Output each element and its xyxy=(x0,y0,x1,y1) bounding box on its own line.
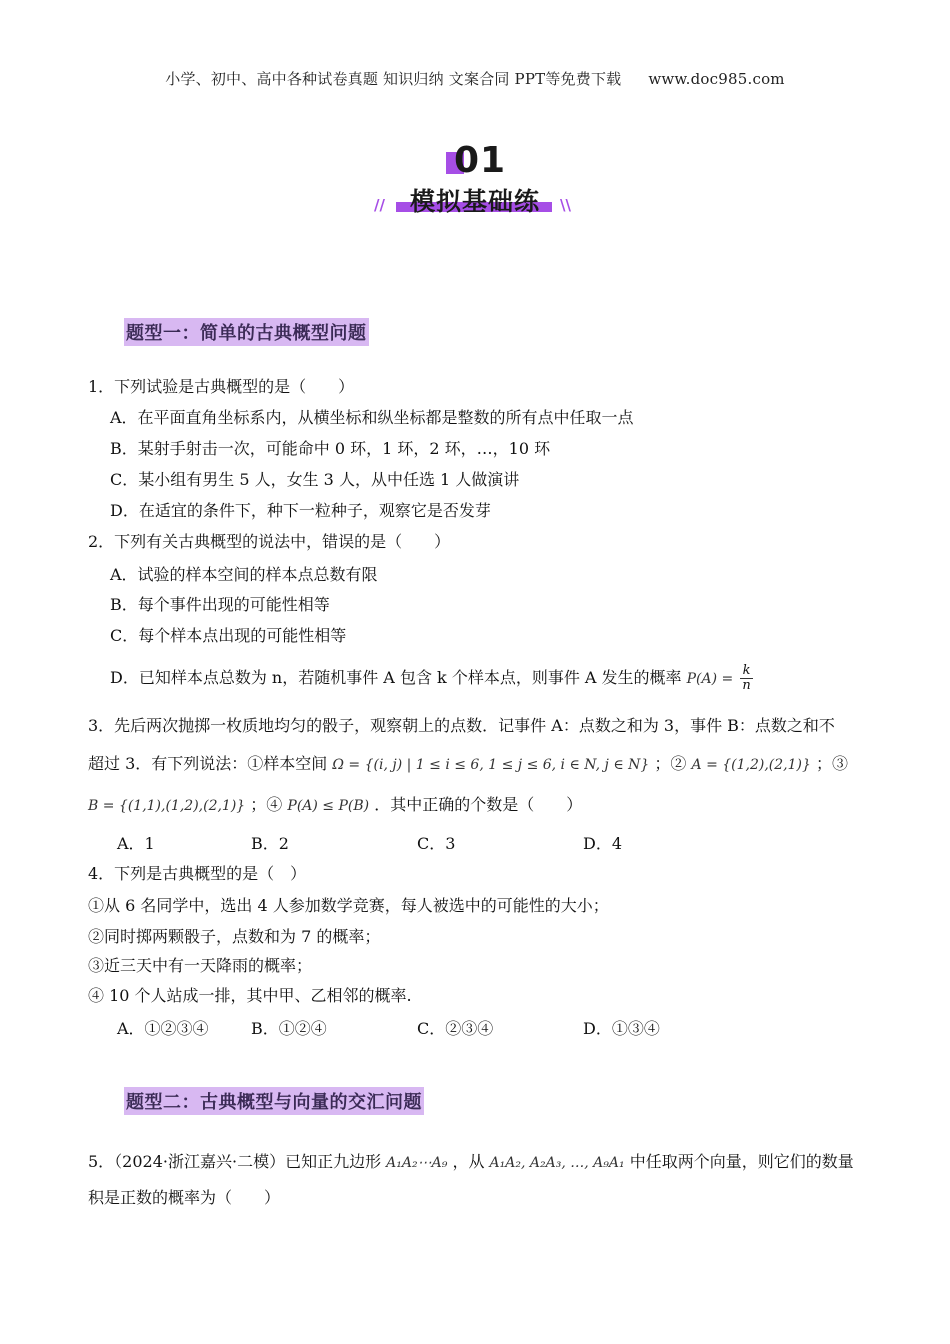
q3-text: ．其中正确的个数是（ ） xyxy=(374,795,583,814)
q3-line-1: 3．先后两次抛掷一枚质地均匀的骰子，观察朝上的点数．记事件 A：点数之和为 3，事件 B：点数之和不 xyxy=(88,716,835,735)
q3-inequality: P(A) ≤ P(B) xyxy=(287,798,370,814)
q2-stem: 2．下列有关古典概型的说法中，错误的是（ ） xyxy=(88,532,451,551)
section-badge xyxy=(374,140,574,220)
q3-line-2 xyxy=(88,754,848,775)
q5-text: 5．（2024·浙江嘉兴·二模）已知正九边形 xyxy=(88,1152,382,1171)
q2-probability-formula: P(A) = xyxy=(686,671,734,687)
q2-option-c: C．每个样本点出现的可能性相等 xyxy=(110,626,347,645)
badge-slash-right: \\ xyxy=(560,196,571,214)
q3-line-3 xyxy=(88,795,582,816)
q3-option-b: B．2 xyxy=(251,834,289,853)
q4-item-4: ④ 10 个人站成一排，其中甲、乙相邻的概率. xyxy=(88,986,412,1005)
q1-option-a: A．在平面直角坐标系内，从横坐标和纵坐标都是整数的所有点中任取一点 xyxy=(110,408,634,427)
q2-fraction xyxy=(740,664,752,693)
q3-option-d: D．4 xyxy=(583,834,623,853)
q2-option-b: B．每个事件出现的可能性相等 xyxy=(110,595,330,614)
q5-text: 中任取两个向量，则它们的数量 xyxy=(629,1152,854,1171)
q3-set-b: B = {(1,1),(1,2),(2,1)} xyxy=(88,798,246,814)
q4-item-1: ①从 6 名同学中，选出 4 人参加数学竞赛，每人被选中的可能性的大小； xyxy=(88,896,609,915)
section-title-1: 题型一：简单的古典概型问题 xyxy=(124,318,369,346)
q3-text: ；③ xyxy=(816,754,849,773)
q3-text: 超过 3．有下列说法：①样本空间 xyxy=(88,754,328,773)
header-text: 小学、初中、高中各种试卷真题 知识归纳 文案合同 PPT等免费下载 xyxy=(165,70,622,88)
q5-line-1 xyxy=(88,1152,854,1173)
q2-fraction-denominator: n xyxy=(742,678,751,693)
badge-slash-left: // xyxy=(374,196,385,214)
q5-line-2: 积是正数的概率为（ ） xyxy=(88,1188,281,1207)
q3-set-a: A = {(1,2),(2,1)} xyxy=(691,757,811,773)
q4-option-b: B．①②④ xyxy=(251,1019,327,1038)
q5-polygon: A₁A₂⋯A₉ xyxy=(386,1155,448,1171)
q5-vectors: A₁A₂, A₂A₃, …, A₉A₁ xyxy=(489,1155,625,1171)
q3-text: ；④ xyxy=(250,795,283,814)
q1-stem: 1．下列试验是古典概型的是（ ） xyxy=(88,377,355,396)
q3-text: ；② xyxy=(654,754,687,773)
q4-option-c: C．②③④ xyxy=(417,1019,494,1038)
q5-text: ，从 xyxy=(452,1152,485,1171)
q4-stem: 4．下列是古典概型的是（ ） xyxy=(88,864,307,883)
q2-option-a: A．试验的样本空间的样本点总数有限 xyxy=(110,565,378,584)
q4-option-a: A．①②③④ xyxy=(117,1019,209,1038)
badge-title: 模拟基础练 xyxy=(409,187,540,216)
section-title-2: 题型二：古典概型与向量的交汇问题 xyxy=(124,1087,424,1115)
q2-option-d-text: D．已知样本点总数为 n，若随机事件 A 包含 k 个样本点，则事件 A 发生的概率 xyxy=(110,668,682,687)
q1-option-d: D．在适宜的条件下，种下一粒种子，观察它是否发芽 xyxy=(110,501,491,520)
q4-option-d: D．①③④ xyxy=(583,1019,660,1038)
q1-option-c: C．某小组有男生 5 人，女生 3 人，从中任选 1 人做演讲 xyxy=(110,470,520,489)
q1-option-b: B．某射手射击一次，可能命中 0 环，1 环，2 环，…，10 环 xyxy=(110,439,551,458)
badge-number: 01 xyxy=(454,140,507,181)
q4-item-2: ②同时掷两颗骰子，点数和为 7 的概率； xyxy=(88,927,381,946)
page-header xyxy=(0,68,950,89)
q4-item-3: ③近三天中有一天降雨的概率； xyxy=(88,956,313,975)
q3-option-c: C．3 xyxy=(417,834,456,853)
q3-option-a: A．1 xyxy=(117,834,155,853)
q2-option-d xyxy=(110,664,753,693)
q3-sample-space: Ω = {(i, j) | 1 ≤ i ≤ 6, 1 ≤ j ≤ 6, i ∈ N, j ∈ N} xyxy=(332,757,650,773)
q2-fraction-numerator: k xyxy=(740,664,752,679)
header-url[interactable]: www.doc985.com xyxy=(648,70,785,88)
